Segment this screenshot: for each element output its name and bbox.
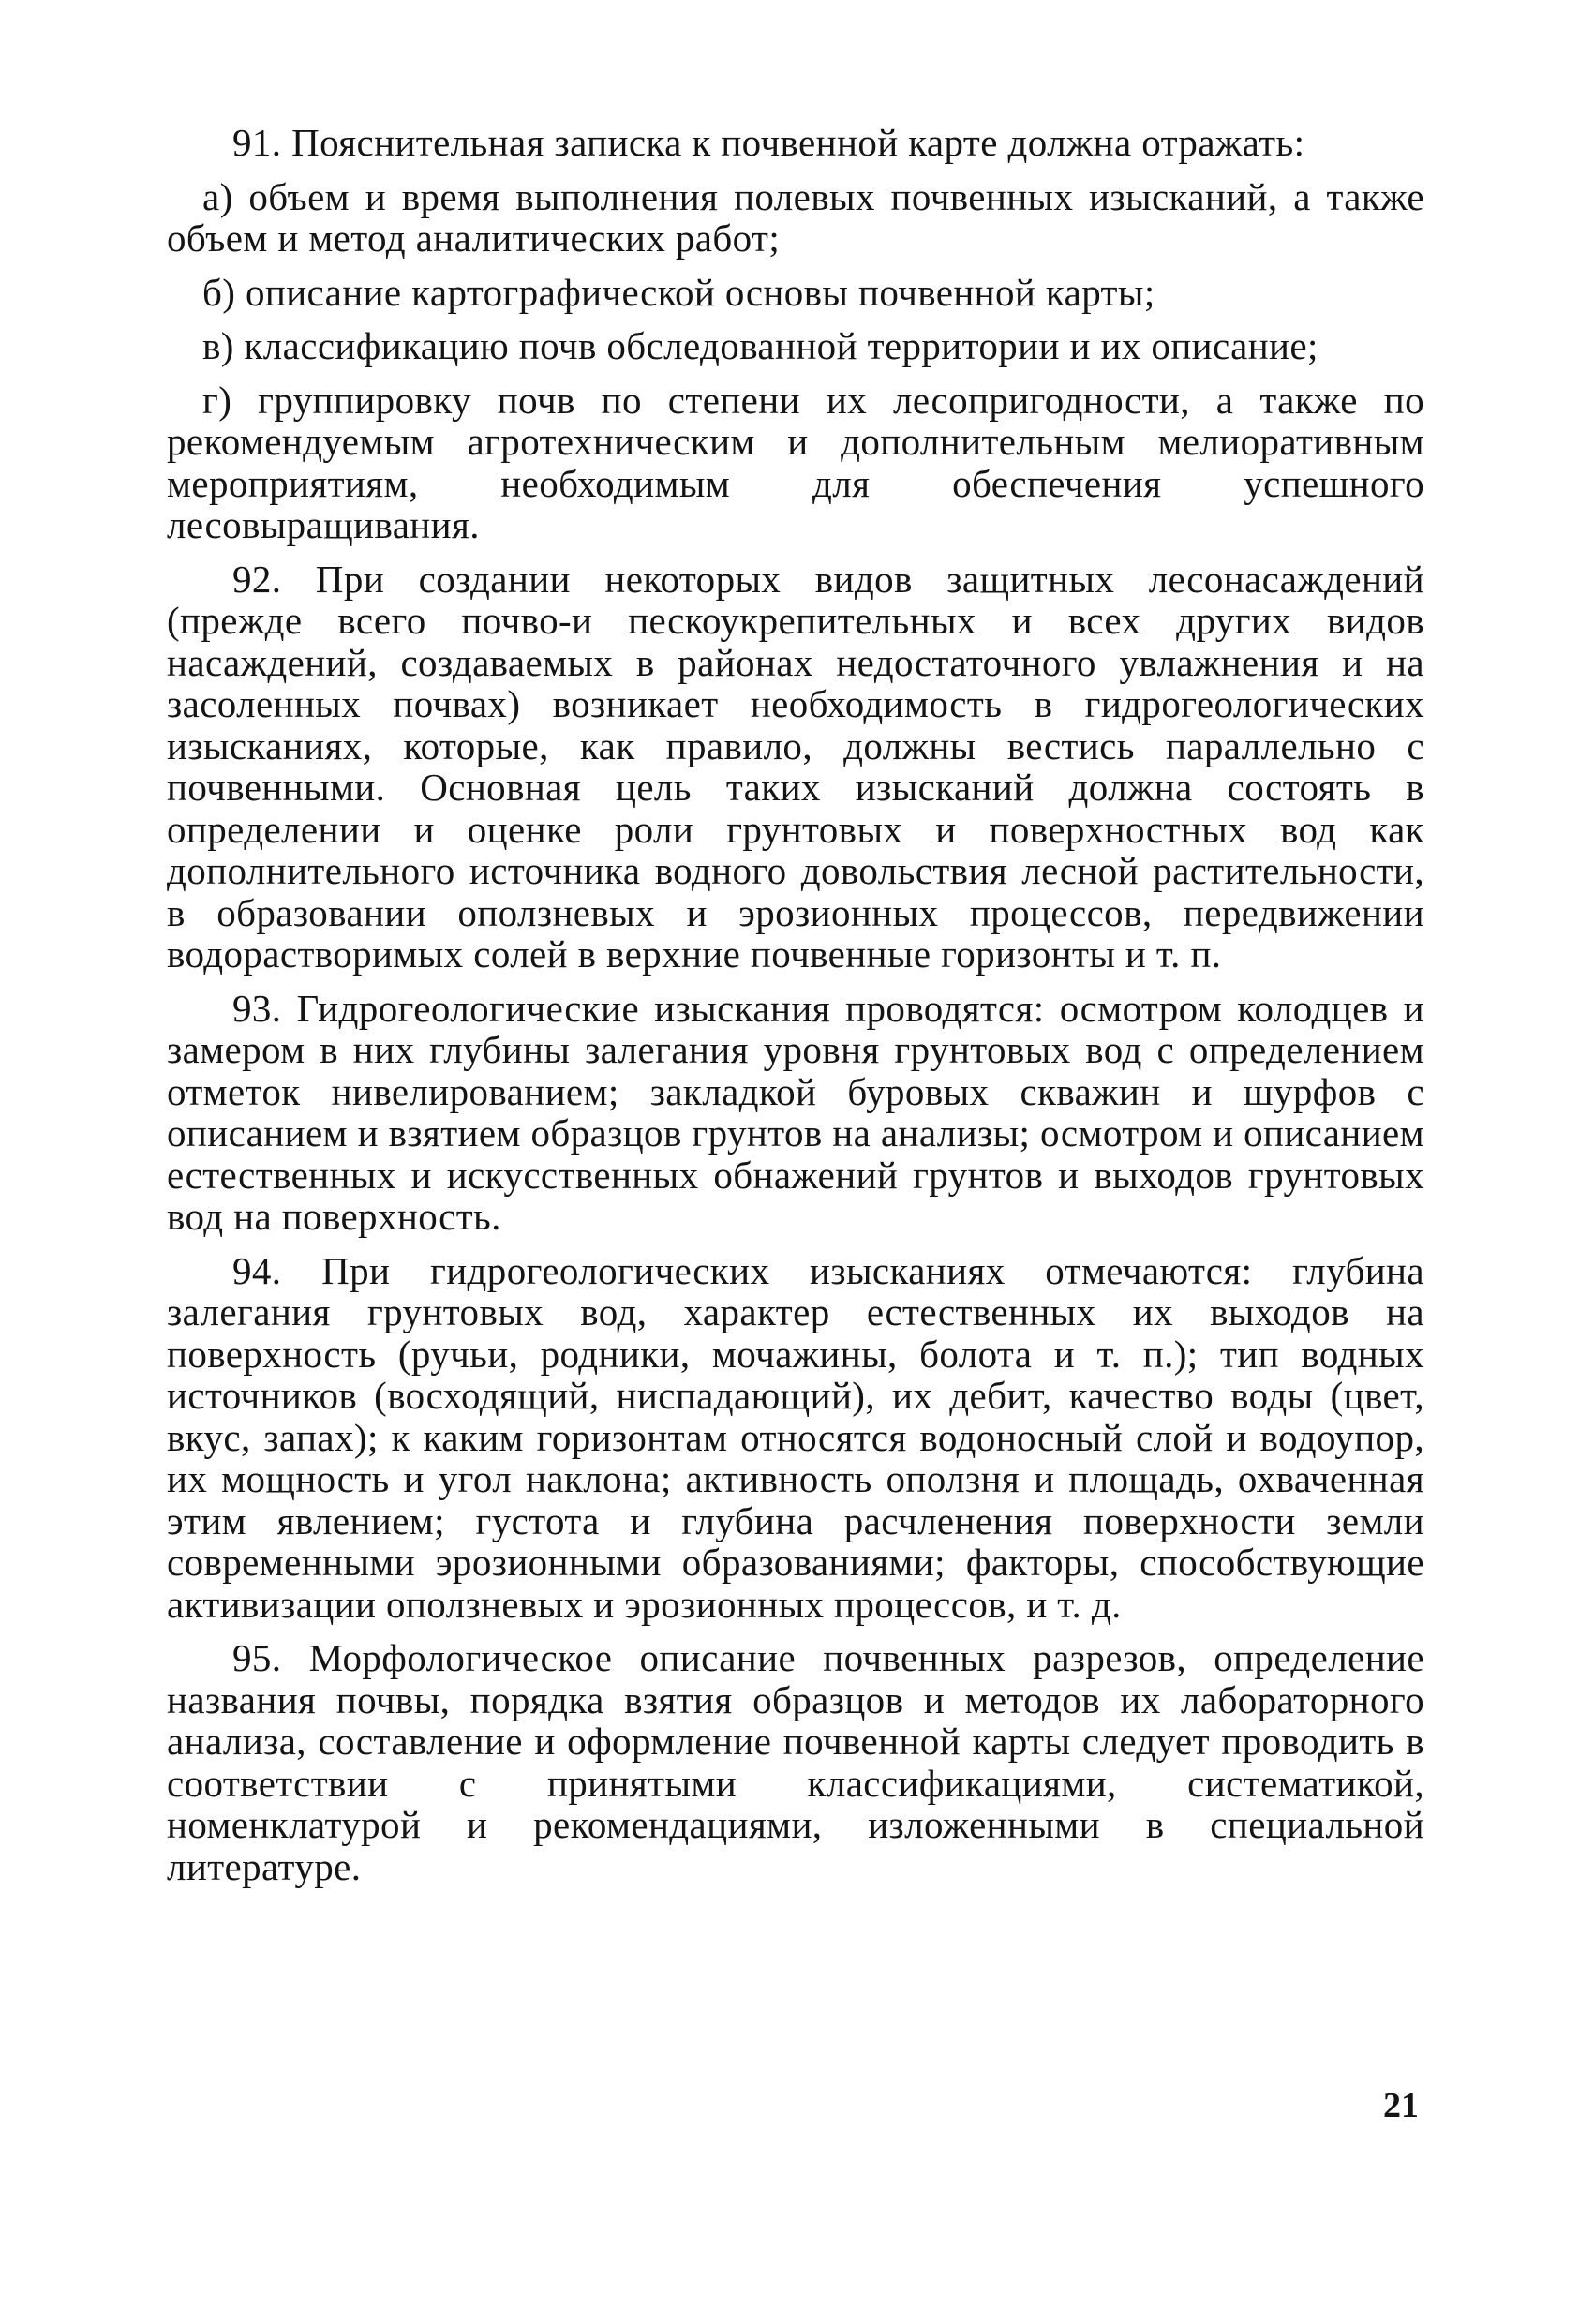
paragraph-92: 92. При создании некоторых видов защитных лесонасаждений (прежде всего почво-и пескоукрепительных и всех других видов насаждений, создаваемых в районах недостаточного увлажнения и на засоленных почвах) возникает необходимость в гидрогеологических изысканиях, которые, как правило, должны вестись параллельно с почвенными. Основная цель таких изысканий должна состоять в определении и оценке роли грунтовых и поверхностных вод как дополнительного источника водного довольствия лесной растительности, в образовании оползневых и эрозионных процессов, передвижении водорастворимых солей в верхние почвенные горизонты и т. п.: [167, 557, 1424, 976]
paragraph-91-item-c: в) классификацию почв обследованной территории и их описание;: [202, 324, 1318, 367]
paragraph-91-item-a: а) объем и время выполнения полевых почвенных изысканий, а также объем и метод аналитических работ;: [167, 174, 1424, 260]
paragraph-93: 93. Гидрогеологические изыскания проводятся: осмотром колодцев и замером в них глубины залегания уровня грунтовых вод с определением отметок нивелированием; закладкой буровых скважин и шурфов с описанием и взятием образцов грунтов на анализы; осмотром и описанием естественных и искусственных обнажений грунтов и выходов грунтовых вод на поверхность.: [167, 986, 1424, 1238]
page-body: [167, 122, 1424, 2287]
paragraph-95: 95. Морфологическое описание почвенных разрезов, определение названия почвы, порядка взятия образцов и методов их лабораторного анализа, составление и оформление почвенной карты следует проводить в соответствии с принятыми классификациями, систематикой, номенклатурой и рекомендациями, изложенными в специальной литературе.: [167, 1636, 1424, 1888]
paragraph-91-item-b: б) описание картографической основы почвенной карты;: [202, 270, 1155, 314]
page-number: 21: [1383, 2086, 1419, 2125]
paragraph-91: 91. Пояснительная записка к почвенной карте должна отражать:: [232, 121, 1305, 164]
paragraph-94: 94. При гидрогеологических изысканиях отмечаются: глубина залегания грунтовых вод, характер естественных их выходов на поверхность (ручьи, родники, мочажины, болота и т. п.); тип водных источников (восходящий, ниспадающий), их дебит, качество воды (цвет, вкус, запах); к каким горизонтам относятся водоносный слой и водоупор, их мощность и угол наклона; активность оползня и площадь, охваченная этим явлением; густота и глубина расчленения поверхности земли современными эрозионными образованиями; факторы, способствующие активизации оползневых и эрозионных процессов, и т. д.: [167, 1248, 1424, 1626]
paragraph-91-item-d: г) группировку почв по степени их лесопригодности, а также по рекомендуемым агротехническим и дополнительным мелиоративным мероприятиям, необходимым для обеспечения успешного лесовыращивания.: [167, 378, 1424, 546]
